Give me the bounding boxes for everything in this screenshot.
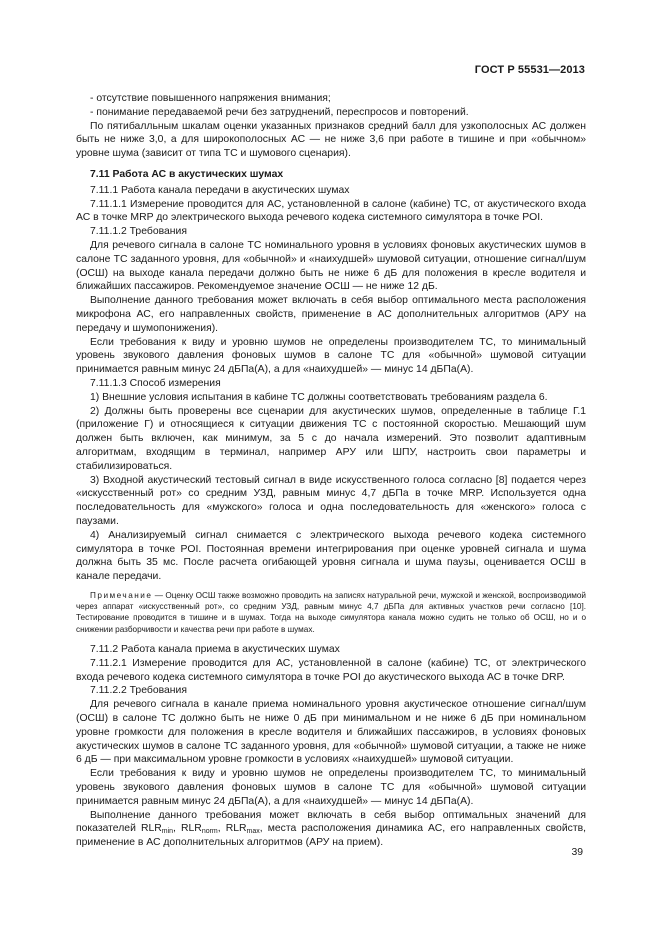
subsection-heading: 7.11.1.2 Требования bbox=[90, 226, 187, 238]
separator: , bbox=[173, 823, 182, 835]
paragraph: Выполнение данного требования может включать в себя выбор оптимального места расположения микрофона АС, его направленных свойств, применение в АС дополнительных алгоритмов (АРУ на передачу и шумопонижения). bbox=[76, 295, 586, 334]
document-header: ГОСТ Р 55531—2013 bbox=[474, 64, 585, 76]
note-label: Примечание bbox=[90, 590, 153, 600]
subsection-heading: 7.11.1.3 Способ измерения bbox=[90, 377, 221, 389]
paragraph: Для речевого сигнала в канале приема номинального уровня акустическое отношение сигнал/шум (ОСШ) в салоне ТС должно быть не ниже 0 дБ при минимальном и не ниже 6 дБ при номинальном уровне громкости для положения в кресле водителя и ближайших пассажиров, в условиях фоновых акустических шумов в салоне ТС заданного уровня, для «обычной» шумовой ситуации, а также не ниже 6 дБ — при максимальном уровне громкости в условиях «наихудшей» шумовой ситуации. bbox=[76, 699, 586, 766]
paragraph: 7.11.1.1 Измерение проводится для АС, установленной в салоне (кабине) ТС, от акустического входа АС в точке MRP до электрического выхода речевого кодека системного симулятора в точке POI. bbox=[76, 198, 586, 224]
paragraph: Для речевого сигнала в салоне ТС номинального уровня в условиях фоновых акустических шумов в салоне ТС заданного уровня, для «обычной» и «наихудшей» шумовой ситуации, отношение сигнал/шум (ОСШ) на выходе канала передачи должно быть не ниже 6 дБ для положения в кресле водителя и ближайших пассажиров. Рекомендуемое значение ОСШ — не ниже 12 дБ. bbox=[76, 239, 586, 293]
text-run: , места расположения динамика АС, его направленных свойств, применение в АС дополнительных алгоритмов (АРУ на прием). bbox=[76, 823, 586, 849]
page-number: 39 bbox=[571, 847, 583, 858]
paragraph: 7.11.2.1 Измерение проводится для АС, установленной в салоне (кабине) ТС, от электрического входа речевого кодека системного симулятора в точке POI до акустического выхода АС в точке DRP. bbox=[76, 657, 586, 683]
section-heading: 7.11 Работа АС в акустических шумах bbox=[90, 168, 284, 180]
subscript-min: min bbox=[161, 828, 174, 836]
rlr-symbol: RLR bbox=[181, 823, 202, 835]
text-run: Выполнение данного требования может включать в себя выбор оптимальных значений для показателей bbox=[76, 809, 586, 835]
subscript-norm: norm bbox=[201, 828, 218, 836]
list-item: 2) Должны быть проверены все сценарии для акустических шумов, определенные в таблице Г.1 (приложение Г) и относящиеся к ситуации движения ТС с постоянной скоростью. Мешающий шум должен быть включен, как минимум, за 5 с до начала измерений. Это позволит адаптивным алгоритмам, входящим в терминал, например АРУ или ШПУ, настроить свои параметры и стабилизироваться. bbox=[76, 405, 586, 472]
list-item: - понимание передаваемой речи без затруднений, переспросов и повторений. bbox=[90, 106, 469, 118]
paragraph bbox=[76, 809, 586, 850]
rlr-symbol: RLR bbox=[140, 823, 162, 835]
paragraph: По пятибалльным шкалам оценки указанных признаков средний балл для узкополосных АС должен быть не ниже 3,0, а для широкополосных АС — не ниже 3,6 при работе в тишине и при «обычном» уровне шума (зависит от типа ТС и шумового сценария). bbox=[76, 120, 586, 160]
note bbox=[76, 590, 586, 635]
list-item: - отсутствие повышенного напряжения внимания; bbox=[90, 93, 331, 104]
rlr-symbol: RLR bbox=[225, 823, 247, 835]
subscript-max: max bbox=[246, 828, 260, 836]
list-item: 1) Внешние условия испытания в кабине ТС должны соответствовать требованиям раздела 6. bbox=[90, 391, 548, 403]
subsection-heading: 7.11.2.2 Требования bbox=[90, 685, 187, 697]
list-item: 4) Анализируемый сигнал снимается с электрического выхода речевого кодека системного симулятора в точке POI. Постоянная времени интегрирования при оценке уровней сигнала и шума должна быть 35 мс. После расчета огибающей уровня сигнала и шума паузы, оценивается ОСШ в канале передачи. bbox=[76, 529, 586, 583]
subsection-heading: 7.11.1 Работа канала передачи в акустических шумах bbox=[90, 184, 350, 196]
document-body bbox=[76, 92, 586, 850]
paragraph: Если требования к виду и уровню шумов не определены производителем ТС, то минимальный уровень звукового давления фоновых шумов в салоне ТС для «обычной» шумовой ситуации принимается равным минус 24 дБПа(А), а для «наихудшей» — минус 14 дБПа(А). bbox=[76, 768, 586, 807]
subsection-heading: 7.11.2 Работа канала приема в акустических шумах bbox=[90, 644, 340, 656]
paragraph: Если требования к виду и уровню шумов не определены производителем ТС, то минимальный уровень звукового давления фоновых шумов в салоне ТС для «обычной» шумовой ситуации принимается равным минус 24 дБПа(А), а для «наихудшей» — минус 14 дБПа(А). bbox=[76, 336, 586, 376]
note-text: — Оценку ОСШ также возможно проводить на записях натуральной речи, мужской и женской, воспроизводимой через аппарат «искусственный рот», со средним УЗД, равным минус 4,7 дБПа для активных участков речи согласно [10]. Тестирование проводится в тишине и в шумах. Тогда на выходе симулятора канала можно судить не только об ОСШ, но и о снижении разборчивости и качества речи при работе в шумах. bbox=[76, 590, 586, 634]
list-item: 3) Входной акустический тестовый сигнал в виде искусственного голоса согласно [8] подается через «искусственный рот» со средним УЗД, равным минус 4,7 дБПа в точке MRP. Используется одна последовательность для «мужского» голоса и одна последовательность для «женского» голоса с паузами. bbox=[76, 474, 586, 527]
separator: , bbox=[217, 823, 226, 835]
